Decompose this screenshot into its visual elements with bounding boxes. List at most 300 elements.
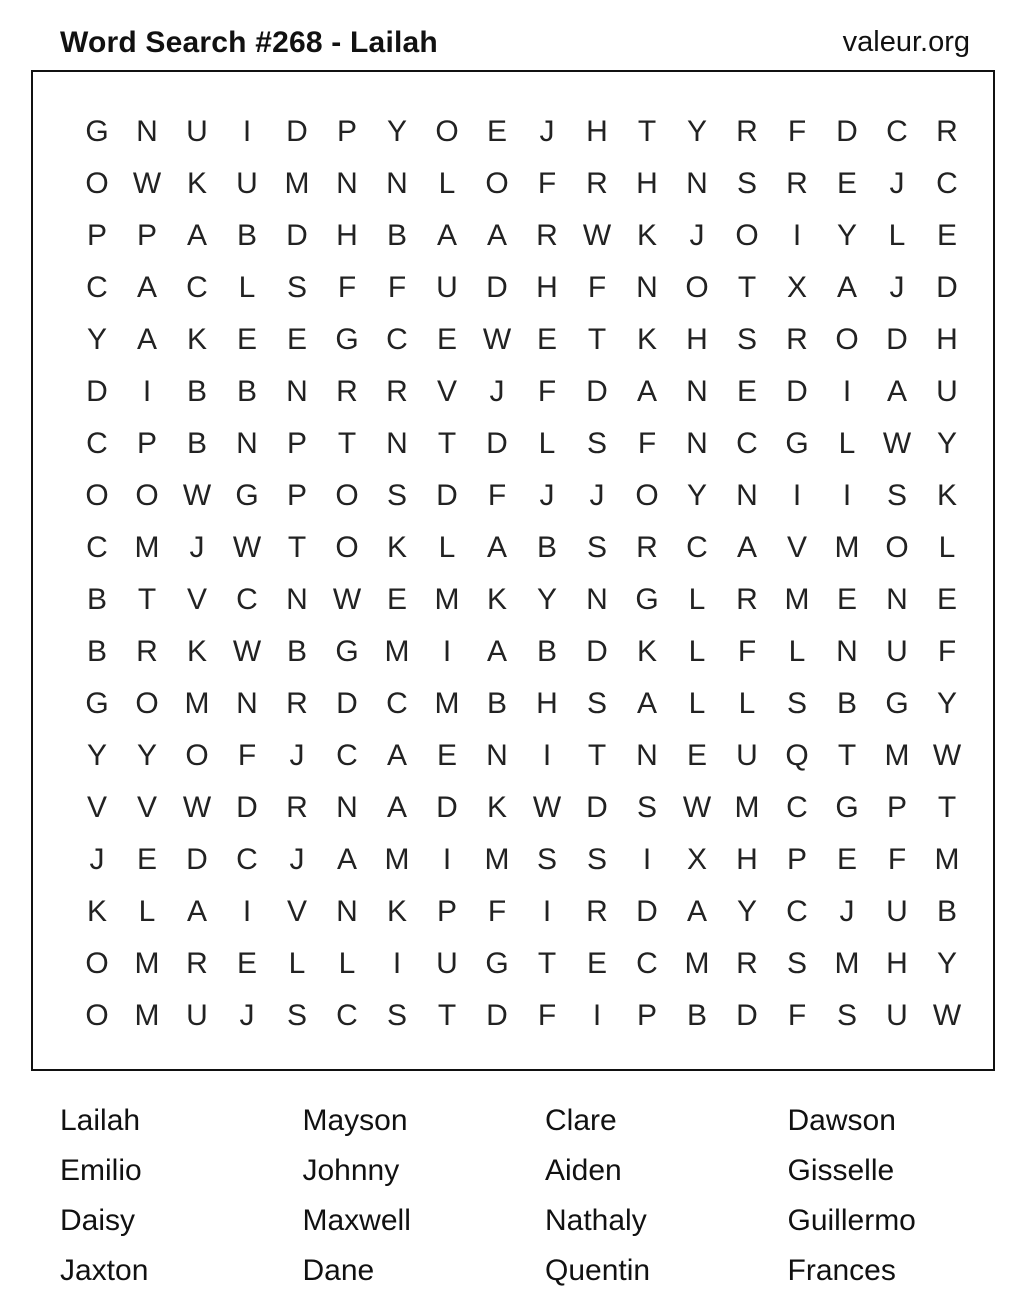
grid-cell[interactable]: L	[438, 167, 456, 200]
grid-cell[interactable]: G	[85, 115, 109, 148]
grid-cell[interactable]: B	[186, 375, 207, 408]
grid-cell[interactable]: M	[434, 583, 460, 616]
grid-cell[interactable]: D	[86, 375, 108, 408]
grid-cell[interactable]: R	[586, 895, 608, 928]
grid-cell[interactable]: J	[839, 895, 855, 928]
grid-cell[interactable]: H	[586, 115, 608, 148]
grid-cell[interactable]: N	[386, 167, 408, 200]
grid-cell[interactable]: F	[537, 375, 557, 408]
grid-cell[interactable]: D	[286, 115, 308, 148]
grid-cell[interactable]: R	[286, 791, 308, 824]
grid-cell[interactable]: S	[286, 999, 307, 1032]
grid-cell[interactable]: S	[386, 479, 407, 512]
grid-cell[interactable]: H	[936, 323, 958, 356]
grid-cell[interactable]: T	[837, 739, 857, 772]
grid-cell[interactable]: K	[186, 635, 207, 668]
grid-cell[interactable]: M	[384, 843, 410, 876]
grid-cell[interactable]: L	[738, 687, 756, 720]
grid-cell[interactable]: J	[89, 843, 105, 876]
grid-cell[interactable]: E	[386, 583, 407, 616]
grid-cell[interactable]: O	[335, 479, 359, 512]
grid-cell[interactable]: N	[636, 271, 658, 304]
grid-cell[interactable]: O	[335, 531, 359, 564]
grid-cell[interactable]: O	[835, 323, 859, 356]
grid-cell[interactable]: B	[386, 219, 407, 252]
grid-cell[interactable]: A	[436, 219, 457, 252]
grid-cell[interactable]: A	[486, 219, 507, 252]
grid-cell[interactable]: E	[286, 323, 307, 356]
grid-cell[interactable]: P	[886, 791, 907, 824]
grid-cell[interactable]: C	[86, 531, 108, 564]
grid-cell[interactable]: L	[438, 531, 456, 564]
grid-cell[interactable]: A	[686, 895, 707, 928]
grid-cell[interactable]: P	[286, 427, 307, 460]
grid-cell[interactable]: L	[138, 895, 156, 928]
grid-cell[interactable]: E	[136, 843, 157, 876]
grid-cell[interactable]: O	[635, 479, 659, 512]
grid-cell[interactable]: B	[86, 583, 107, 616]
grid-cell[interactable]: D	[786, 375, 808, 408]
grid-cell[interactable]: N	[636, 739, 658, 772]
grid-cell[interactable]: S	[586, 843, 607, 876]
grid-cell[interactable]: W	[882, 427, 912, 460]
grid-cell[interactable]: B	[86, 635, 107, 668]
grid-cell[interactable]: Y	[86, 739, 107, 772]
grid-cell[interactable]: F	[537, 999, 557, 1032]
grid-cell[interactable]: N	[336, 167, 358, 200]
grid-cell[interactable]: I	[842, 375, 852, 408]
grid-cell[interactable]: L	[338, 947, 356, 980]
grid-cell[interactable]: P	[136, 219, 157, 252]
grid-cell[interactable]: W	[132, 167, 162, 200]
grid-cell[interactable]: K	[636, 219, 657, 252]
grid-cell[interactable]: I	[642, 843, 652, 876]
grid-cell[interactable]: D	[236, 791, 258, 824]
grid-cell[interactable]: N	[386, 427, 408, 460]
grid-cell[interactable]: S	[386, 999, 407, 1032]
grid-cell[interactable]: T	[437, 999, 457, 1032]
grid-cell[interactable]: C	[886, 115, 908, 148]
grid-cell[interactable]: P	[286, 479, 307, 512]
grid-cell[interactable]: O	[135, 479, 159, 512]
grid-cell[interactable]: F	[787, 999, 807, 1032]
grid-cell[interactable]: J	[889, 167, 905, 200]
grid-cell[interactable]: M	[134, 531, 160, 564]
grid-cell[interactable]: R	[336, 375, 358, 408]
grid-cell[interactable]: H	[886, 947, 908, 980]
grid-cell[interactable]: F	[937, 635, 957, 668]
grid-cell[interactable]: E	[436, 323, 457, 356]
grid-cell[interactable]: X	[686, 843, 707, 876]
grid-cell[interactable]: U	[886, 895, 908, 928]
grid-cell[interactable]: C	[236, 583, 258, 616]
grid-cell[interactable]: C	[186, 271, 208, 304]
grid-cell[interactable]: B	[936, 895, 957, 928]
grid-cell[interactable]: A	[386, 739, 407, 772]
grid-cell[interactable]: I	[592, 999, 602, 1032]
grid-cell[interactable]: I	[792, 219, 802, 252]
grid-cell[interactable]: F	[337, 271, 357, 304]
grid-cell[interactable]: N	[336, 895, 358, 928]
grid-cell[interactable]: K	[636, 323, 657, 356]
grid-cell[interactable]: V	[86, 791, 107, 824]
grid-cell[interactable]: U	[886, 635, 908, 668]
grid-cell[interactable]: J	[689, 219, 705, 252]
grid-cell[interactable]: C	[86, 427, 108, 460]
grid-cell[interactable]: L	[838, 427, 856, 460]
grid-cell[interactable]: R	[786, 167, 808, 200]
grid-cell[interactable]: L	[688, 583, 706, 616]
grid-cell[interactable]: G	[885, 687, 909, 720]
grid-cell[interactable]: E	[836, 583, 857, 616]
grid-cell[interactable]: Y	[686, 115, 707, 148]
grid-cell[interactable]: W	[332, 583, 362, 616]
grid-cell[interactable]: G	[335, 323, 359, 356]
grid-cell[interactable]: T	[937, 791, 957, 824]
grid-cell[interactable]: H	[536, 687, 558, 720]
grid-cell[interactable]: R	[786, 323, 808, 356]
grid-cell[interactable]: M	[784, 583, 810, 616]
grid-cell[interactable]: S	[886, 479, 907, 512]
grid-cell[interactable]: U	[436, 947, 458, 980]
grid-cell[interactable]: Y	[386, 115, 407, 148]
grid-cell[interactable]: E	[686, 739, 707, 772]
grid-cell[interactable]: O	[185, 739, 209, 772]
grid-cell[interactable]: I	[842, 479, 852, 512]
grid-cell[interactable]: W	[182, 479, 212, 512]
grid-cell[interactable]: C	[386, 323, 408, 356]
grid-cell[interactable]: D	[736, 999, 758, 1032]
grid-cell[interactable]: W	[232, 635, 262, 668]
grid-cell[interactable]: H	[736, 843, 758, 876]
grid-cell[interactable]: B	[486, 687, 507, 720]
grid-cell[interactable]: Y	[936, 687, 957, 720]
grid-cell[interactable]: A	[836, 271, 857, 304]
grid-cell[interactable]: S	[586, 687, 607, 720]
grid-cell[interactable]: K	[186, 323, 207, 356]
grid-cell[interactable]: R	[286, 687, 308, 720]
grid-cell[interactable]: I	[442, 843, 452, 876]
grid-cell[interactable]: C	[936, 167, 958, 200]
grid-cell[interactable]: R	[536, 219, 558, 252]
grid-cell[interactable]: P	[636, 999, 657, 1032]
grid-cell[interactable]: P	[436, 895, 457, 928]
grid-cell[interactable]: M	[134, 947, 160, 980]
grid-cell[interactable]: V	[786, 531, 807, 564]
grid-cell[interactable]: B	[836, 687, 857, 720]
grid-cell[interactable]: I	[542, 739, 552, 772]
grid-cell[interactable]: N	[736, 479, 758, 512]
grid-cell[interactable]: O	[735, 219, 759, 252]
grid-cell[interactable]: T	[637, 115, 657, 148]
grid-cell[interactable]: A	[386, 791, 407, 824]
grid-cell[interactable]: E	[486, 115, 507, 148]
grid-cell[interactable]: U	[186, 115, 208, 148]
grid-cell[interactable]: B	[536, 635, 557, 668]
grid-cell[interactable]: F	[237, 739, 257, 772]
grid-cell[interactable]: L	[538, 427, 556, 460]
grid-cell[interactable]: O	[85, 479, 109, 512]
grid-cell[interactable]: X	[786, 271, 807, 304]
grid-cell[interactable]: E	[836, 843, 857, 876]
grid-cell[interactable]: L	[938, 531, 956, 564]
grid-cell[interactable]: R	[736, 947, 758, 980]
grid-cell[interactable]: N	[836, 635, 858, 668]
grid-cell[interactable]: D	[486, 271, 508, 304]
grid-cell[interactable]: D	[186, 843, 208, 876]
grid-cell[interactable]: T	[737, 271, 757, 304]
grid-cell[interactable]: I	[242, 115, 252, 148]
grid-cell[interactable]: F	[587, 271, 607, 304]
grid-cell[interactable]: H	[686, 323, 708, 356]
grid-cell[interactable]: C	[786, 791, 808, 824]
grid-cell[interactable]: S	[586, 531, 607, 564]
grid-cell[interactable]: W	[232, 531, 262, 564]
grid-cell[interactable]: B	[286, 635, 307, 668]
grid-cell[interactable]: V	[136, 791, 157, 824]
grid-cell[interactable]: O	[85, 167, 109, 200]
grid-cell[interactable]: S	[586, 427, 607, 460]
grid-cell[interactable]: A	[636, 687, 657, 720]
grid-cell[interactable]: S	[736, 323, 757, 356]
grid-cell[interactable]: A	[886, 375, 907, 408]
grid-cell[interactable]: O	[85, 947, 109, 980]
grid-cell[interactable]: F	[487, 479, 507, 512]
grid-cell[interactable]: E	[236, 947, 257, 980]
grid-cell[interactable]: F	[537, 167, 557, 200]
grid-cell[interactable]: R	[186, 947, 208, 980]
grid-cell[interactable]: V	[186, 583, 207, 616]
grid-cell[interactable]: K	[486, 791, 507, 824]
grid-cell[interactable]: D	[336, 687, 358, 720]
grid-cell[interactable]: I	[392, 947, 402, 980]
grid-cell[interactable]: J	[289, 843, 305, 876]
grid-cell[interactable]: A	[736, 531, 757, 564]
grid-cell[interactable]: C	[686, 531, 708, 564]
grid-cell[interactable]: I	[242, 895, 252, 928]
grid-cell[interactable]: K	[386, 895, 407, 928]
grid-cell[interactable]: N	[286, 583, 308, 616]
grid-cell[interactable]: N	[236, 427, 258, 460]
grid-cell[interactable]: M	[684, 947, 710, 980]
grid-cell[interactable]: N	[686, 375, 708, 408]
grid-cell[interactable]: D	[936, 271, 958, 304]
grid-cell[interactable]: G	[835, 791, 859, 824]
grid-cell[interactable]: S	[736, 167, 757, 200]
grid-cell[interactable]: T	[137, 583, 157, 616]
grid-cell[interactable]: E	[736, 375, 757, 408]
grid-cell[interactable]: Y	[736, 895, 757, 928]
grid-cell[interactable]: J	[289, 739, 305, 772]
grid-cell[interactable]: C	[86, 271, 108, 304]
grid-cell[interactable]: B	[236, 219, 257, 252]
grid-cell[interactable]: U	[186, 999, 208, 1032]
grid-cell[interactable]: K	[486, 583, 507, 616]
grid-cell[interactable]: W	[682, 791, 712, 824]
grid-cell[interactable]: M	[284, 167, 310, 200]
grid-cell[interactable]: D	[486, 999, 508, 1032]
grid-cell[interactable]: U	[936, 375, 958, 408]
grid-cell[interactable]: T	[287, 531, 307, 564]
grid-cell[interactable]: D	[586, 635, 608, 668]
grid-cell[interactable]: F	[887, 843, 907, 876]
grid-cell[interactable]: F	[637, 427, 657, 460]
grid-cell[interactable]: Y	[536, 583, 557, 616]
grid-cell[interactable]: E	[536, 323, 557, 356]
grid-cell[interactable]: Y	[836, 219, 857, 252]
grid-cell[interactable]: G	[85, 687, 109, 720]
grid-cell[interactable]: U	[736, 739, 758, 772]
grid-cell[interactable]: B	[236, 375, 257, 408]
grid-cell[interactable]: J	[539, 479, 555, 512]
grid-cell[interactable]: D	[436, 479, 458, 512]
grid-cell[interactable]: D	[836, 115, 858, 148]
grid-cell[interactable]: M	[934, 843, 960, 876]
grid-cell[interactable]: T	[537, 947, 557, 980]
grid-cell[interactable]: L	[788, 635, 806, 668]
grid-cell[interactable]: L	[688, 635, 706, 668]
grid-cell[interactable]: A	[336, 843, 357, 876]
grid-cell[interactable]: Y	[136, 739, 157, 772]
grid-cell[interactable]: A	[186, 895, 207, 928]
grid-cell[interactable]: I	[142, 375, 152, 408]
grid-cell[interactable]: M	[484, 843, 510, 876]
grid-cell[interactable]: B	[186, 427, 207, 460]
grid-cell[interactable]: N	[336, 791, 358, 824]
grid-cell[interactable]: G	[785, 427, 809, 460]
grid-cell[interactable]: S	[786, 687, 807, 720]
grid-cell[interactable]: F	[787, 115, 807, 148]
grid-cell[interactable]: A	[486, 531, 507, 564]
grid-cell[interactable]: G	[335, 635, 359, 668]
grid-cell[interactable]: A	[186, 219, 207, 252]
grid-cell[interactable]: E	[236, 323, 257, 356]
grid-cell[interactable]: G	[635, 583, 659, 616]
grid-cell[interactable]: D	[886, 323, 908, 356]
grid-cell[interactable]: M	[434, 687, 460, 720]
grid-cell[interactable]: H	[636, 167, 658, 200]
grid-cell[interactable]: D	[636, 895, 658, 928]
grid-cell[interactable]: D	[486, 427, 508, 460]
grid-cell[interactable]: F	[487, 895, 507, 928]
grid-cell[interactable]: M	[134, 999, 160, 1032]
grid-cell[interactable]: R	[936, 115, 958, 148]
grid-cell[interactable]: C	[786, 895, 808, 928]
grid-cell[interactable]: R	[586, 167, 608, 200]
grid-cell[interactable]: V	[436, 375, 457, 408]
grid-cell[interactable]: R	[386, 375, 408, 408]
grid-cell[interactable]: K	[386, 531, 407, 564]
grid-cell[interactable]: D	[586, 791, 608, 824]
grid-cell[interactable]: W	[582, 219, 612, 252]
grid-cell[interactable]: V	[286, 895, 307, 928]
grid-cell[interactable]: M	[384, 635, 410, 668]
grid-cell[interactable]: N	[686, 167, 708, 200]
grid-cell[interactable]: U	[886, 999, 908, 1032]
grid-cell[interactable]: P	[86, 219, 107, 252]
grid-cell[interactable]: I	[792, 479, 802, 512]
grid-cell[interactable]: W	[932, 999, 962, 1032]
grid-cell[interactable]: L	[238, 271, 256, 304]
grid-cell[interactable]: Q	[785, 739, 809, 772]
grid-cell[interactable]: E	[936, 583, 957, 616]
grid-cell[interactable]: S	[836, 999, 857, 1032]
grid-cell[interactable]: C	[336, 739, 358, 772]
grid-cell[interactable]: J	[189, 531, 205, 564]
grid-cell[interactable]: H	[536, 271, 558, 304]
grid-cell[interactable]: N	[886, 583, 908, 616]
grid-cell[interactable]: L	[688, 687, 706, 720]
grid-cell[interactable]: L	[288, 947, 306, 980]
grid-cell[interactable]: O	[685, 271, 709, 304]
grid-cell[interactable]: N	[586, 583, 608, 616]
grid-cell[interactable]: R	[736, 583, 758, 616]
grid-cell[interactable]: E	[586, 947, 607, 980]
grid-cell[interactable]: S	[636, 791, 657, 824]
grid-cell[interactable]: C	[636, 947, 658, 980]
grid-cell[interactable]: Y	[936, 427, 957, 460]
grid-cell[interactable]: A	[486, 635, 507, 668]
grid-cell[interactable]: J	[539, 115, 555, 148]
grid-cell[interactable]: C	[736, 427, 758, 460]
grid-cell[interactable]: J	[489, 375, 505, 408]
grid-cell[interactable]: N	[686, 427, 708, 460]
grid-cell[interactable]: D	[286, 219, 308, 252]
grid-cell[interactable]: K	[86, 895, 107, 928]
grid-cell[interactable]: J	[889, 271, 905, 304]
grid-cell[interactable]: R	[136, 635, 158, 668]
grid-cell[interactable]: E	[836, 167, 857, 200]
grid-cell[interactable]: Y	[686, 479, 707, 512]
grid-cell[interactable]: G	[485, 947, 509, 980]
grid-cell[interactable]: T	[587, 323, 607, 356]
grid-cell[interactable]: O	[85, 999, 109, 1032]
grid-cell[interactable]: S	[536, 843, 557, 876]
grid-cell[interactable]: W	[532, 791, 562, 824]
grid-cell[interactable]: H	[336, 219, 358, 252]
grid-cell[interactable]: Y	[86, 323, 107, 356]
grid-cell[interactable]: P	[136, 427, 157, 460]
grid-cell[interactable]: N	[136, 115, 158, 148]
grid-cell[interactable]: K	[186, 167, 207, 200]
grid-cell[interactable]: W	[182, 791, 212, 824]
grid-cell[interactable]: P	[336, 115, 357, 148]
grid-cell[interactable]: F	[387, 271, 407, 304]
grid-cell[interactable]: M	[884, 739, 910, 772]
grid-cell[interactable]: N	[236, 687, 258, 720]
grid-cell[interactable]: W	[932, 739, 962, 772]
grid-cell[interactable]: E	[436, 739, 457, 772]
grid-cell[interactable]: R	[636, 531, 658, 564]
grid-cell[interactable]: I	[542, 895, 552, 928]
grid-cell[interactable]: O	[435, 115, 459, 148]
grid-cell[interactable]: A	[136, 271, 157, 304]
grid-cell[interactable]: O	[485, 167, 509, 200]
grid-cell[interactable]: G	[235, 479, 259, 512]
grid-cell[interactable]: P	[786, 843, 807, 876]
grid-cell[interactable]: W	[482, 323, 512, 356]
grid-cell[interactable]: U	[436, 271, 458, 304]
grid-cell[interactable]: D	[436, 791, 458, 824]
grid-cell[interactable]: J	[239, 999, 255, 1032]
grid-cell[interactable]: M	[834, 531, 860, 564]
grid-cell[interactable]: O	[885, 531, 909, 564]
grid-cell[interactable]: I	[442, 635, 452, 668]
grid-cell[interactable]: T	[437, 427, 457, 460]
grid-cell[interactable]: M	[184, 687, 210, 720]
grid-cell[interactable]: L	[888, 219, 906, 252]
grid-cell[interactable]: K	[636, 635, 657, 668]
